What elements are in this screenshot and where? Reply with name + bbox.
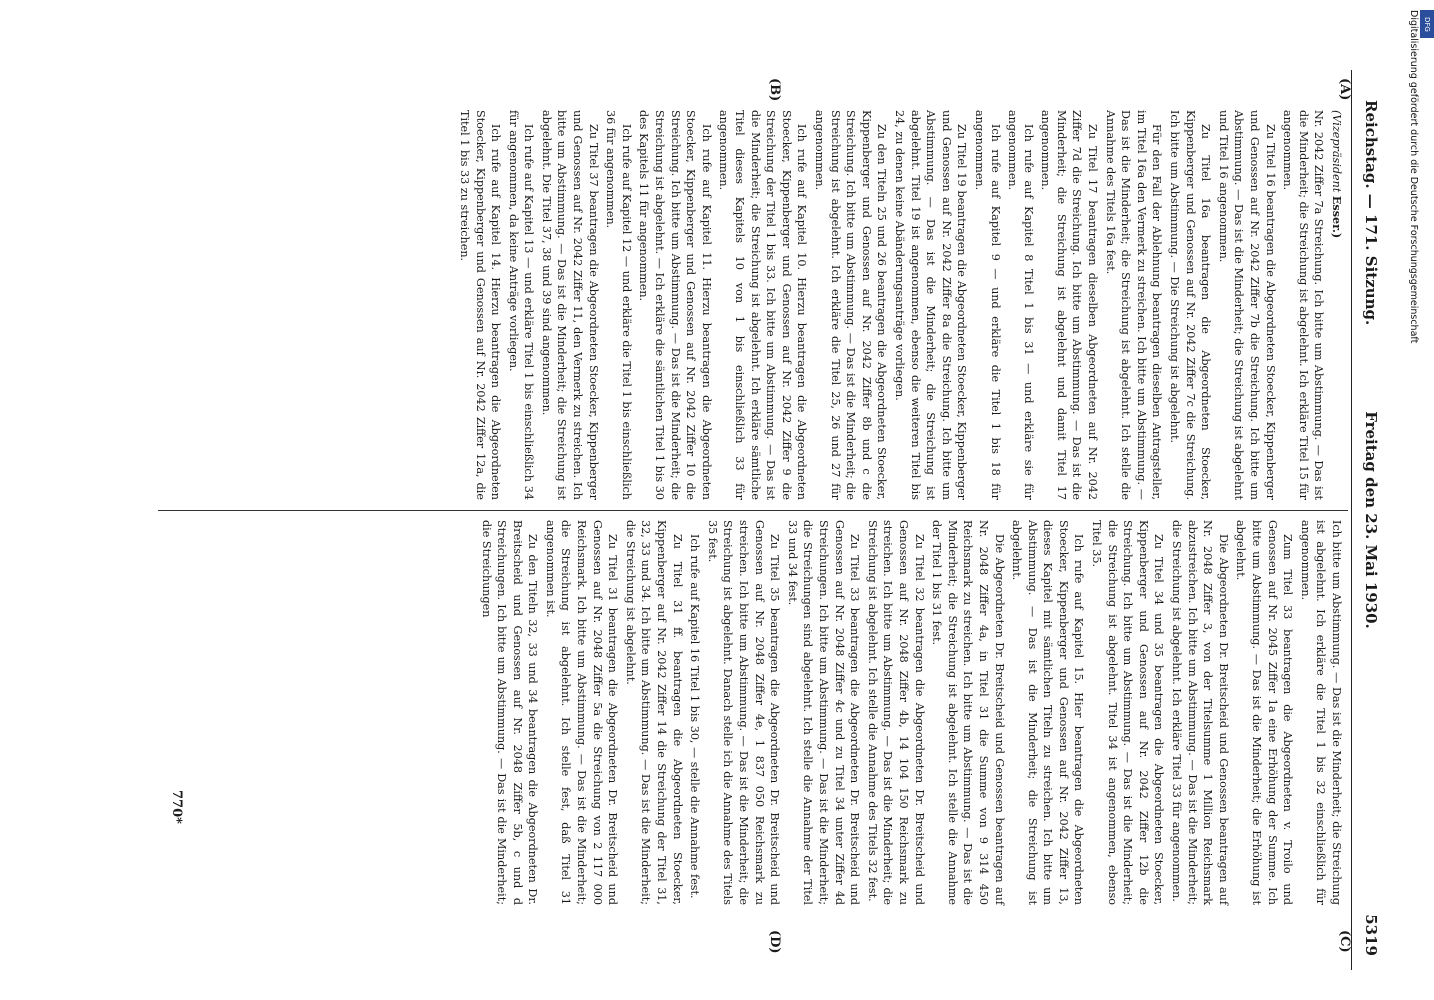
paragraph: Zu Titel 31 beantragen die Abgeordneten Dr. Breitscheid und Genossen auf Nr. 2048 Ziffer 5a die Streichung von 2 117 000 Reichsmark. Ich bitte um Abstimmung. — Das ist die Minderheit; die Streichung ist abgelehnt. Ich stelle fest, daß Titel 31 angenommen ist. xyxy=(543,520,620,905)
speaker-name: Esser.) xyxy=(1330,195,1344,239)
margin-mark-b: (B) xyxy=(767,78,782,102)
paragraph: Zu den Titeln 25 und 26 beantragen die Abgeordneten Stoecker, Kippenberger und Genossen auf Nr. 2042 Ziffer 8b und c die Streichung. Ich bitte um Abstimmung. — Das ist die Minderheit; die Streichung ist abgelehnt. Ich erkläre die Titel 25, 26 und 27 für angenommen. xyxy=(813,110,889,500)
paragraph: Zu Titel 35 beantragen die Abgeordneten Dr. Breitscheid und Genossen auf Nr. 2048 Ziffer 4e, 1 837 050 Reichsmark zu streichen. Ich bitte um Abstimmung. — Das ist die Minderheit; die Streichung ist abgelehnt. Danach stelle ich die Annahme des Titels 35 fest. xyxy=(705,520,782,905)
left-column xyxy=(454,110,1344,500)
paragraph: Zu Titel 16 beantragen die Abgeordneten Stoecker, Kippenberger und Genossen auf Nr. 2042 Ziffer 7b die Streichung. Ich bitte um Abstimmung. — Das ist die Minderheit; die Streichung ist abgelehnt und Titel 16 angenommen. xyxy=(1216,110,1277,500)
paragraph: Zu Titel 34 und 35 beantragen die Abgeordneten Stoecker, Kippenberger und Genossen auf Nr. 2042 Ziffer 12b die Streichung. Ich bitte um Abstimmung. — Das ist die Minderheit; die Streichung ist abgelehnt. Titel 34 ist angenommen, ebenso Titel 35. xyxy=(1090,520,1166,905)
digitization-credit: Digitalisierung gefördert durch die Deutsche Forschungsgemeinschaft xyxy=(1408,10,1419,344)
header-title: Reichstag. — 171. Sitzung. xyxy=(1362,100,1380,326)
paragraph: Ich rufe auf Kapitel 11. Hierzu beantragen die Abgeordneten Stoecker, Kippenberger und Genossen auf Nr. 2042 Ziffer 10 die Streichung. Ich bitte um Abstimmung. — Das ist die Minderheit; die Streichung ist abgelehnt. — Ich erkläre die sämtlichen Titel 1 bis 30 des Kapitels 11 für angenommen. xyxy=(637,110,713,500)
paragraph: Ich bitte um Abstimmung. — Das ist die Minderheit; die Streichung ist abgelehnt. Ich erkläre die Titel 1 bis 32 einschließlich für angenommen. xyxy=(1298,520,1343,905)
column-divider xyxy=(158,510,1348,511)
paragraph: Zu Titel 33 beantragen die Abgeordneten Dr. Breitscheid und Genossen auf Nr. 2048 Ziffer 4c und zu Titel 34 unter Ziffer 4d Streichungen. Ich bitte um Abstimmung. — Das ist die Minderheit; die Streichungen sind abgelehnt. Ich stelle die Annahme der Titel 33 und 34 fest. xyxy=(785,520,862,905)
paragraph: Ich rufe auf Kapitel 9 — und erkläre die Titel 1 bis 18 für angenommen. xyxy=(972,110,1002,500)
page-number: 5319 xyxy=(1362,914,1380,956)
margin-mark-d: (D) xyxy=(767,930,782,954)
speaker-line xyxy=(1328,110,1344,500)
paragraph: Ich rufe auf Kapitel 16 Titel 1 bis 30, — stelle die Annahme fest. xyxy=(688,534,702,899)
scanned-page xyxy=(102,70,1392,970)
speaker-prefix: (Vizepräsident xyxy=(1330,110,1343,193)
paragraph: Zu den Titeln 32, 33 und 34 beantragen die Abgeordneten Dr. Breitscheid und Genossen auf Nr. 2048 Ziffer 5b, c und d Streichungen. Ich bitte um Abstimmung. — Das ist die Minderheit; die Streichungen xyxy=(479,520,540,905)
paragraph: Zu Titel 17 beantragen dieselben Abgeordneten auf Nr. 2042 Ziffer 7d die Streichung. Ich bitte um Abstimmung. — Das ist die Minderheit; die Streichung ist abgelehnt und damit Titel 17 angenommen. xyxy=(1039,110,1100,500)
signature-number: 770* xyxy=(169,790,184,824)
paragraph: Zu Titel 31 ff. beantragen die Abgeordneten Stoecker, Kippenberger auf Nr. 2042 Ziffer 14 die Streichung der Titel 31, 32, 33 und 34. Ich bitte um Abstimmung. — Das ist die Minderheit; die Streichung ist abgelehnt. xyxy=(623,520,684,905)
paragraph: Die Abgeordneten Dr. Breitscheid und Genossen beantragen auf Nr. 2048 Ziffer 3, von der Titelsumme 1 Million Reichsmark abzustreichen. Ich bitte um Abstimmung. — Das ist die Minderheit; die Streichung ist abgelehnt. Ich erkläre Titel 33 für angenommen. xyxy=(1170,520,1230,905)
paragraph: Ich rufe auf Kapitel 15. Hier beantragen die Abgeordneten Stoecker, Kippenberger und Genossen auf Nr. 2042 Ziffer 13, dieses Kapitel mit sämtlichen Titeln zu streichen. Ich bitte um Abstimmung. — Das ist die Minderheit; die Streichung ist abgelehnt. xyxy=(1010,520,1086,905)
header-date: Freitag den 23. Mai 1930. xyxy=(1362,411,1380,629)
paragraph: Zum Titel 33 beantragen die Abgeordneten v. Troilo und Genossen auf Nr. 2045 Ziffer 1a eine Erhöhung der Summe. Ich bitte um Abstimmung. — Das ist die Minderheit; die Erhöhung ist abgelehnt. xyxy=(1234,520,1295,905)
paragraph: Zu Titel 19 beantragen die Abgeordneten Stoecker, Kippenberger und Genossen auf Nr. 2042 Ziffer 8a die Streichung. Ich bitte um Abstimmung. — Das ist die Minderheit; die Streichung ist abgelehnt. Titel 19 ist angenommen, ebenso die weiteren Titel bis 24, zu denen keine Abänderungsanträge vorliegen. xyxy=(892,110,969,500)
paragraph: Ich rufe auf Kapitel 14. Hierzu beantragen die Abgeordneten Stoecker, Kippenberger und Genossen auf Nr. 2042 Ziffer 12a, die Titel 1 bis 33 zu streichen. xyxy=(457,110,503,500)
dfg-logo: DFG xyxy=(1420,10,1434,38)
paragraph: Zu Titel 37 beantragen die Abgeordneten Stoecker, Kippenberger und Genossen auf Nr. 2042 Ziffer 11, den Vermerk zu streichen. Ich bitte um Abstimmung. — Das ist die Minderheit; die Streichung ist abgelehnt. Die Titel 37, 38 und 39 sind angenommen. xyxy=(539,110,600,500)
paragraph: Ich rufe auf Kapitel 12 — und erkläre die Titel 1 bis einschließlich 36 für angenommen. xyxy=(604,110,633,500)
paragraph: Die Abgeordneten Dr. Breitscheid und Genossen beantragen auf Nr. 2048 Ziffer 4a, in Titel 31 die Summe von 9 314 450 Reichsmark zu streichen. Ich bitte um Abstimmung. — Das ist die Minderheit; die Streichung ist abgelehnt. Ich stelle die Annahme der Titel 1 bis 31 fest. xyxy=(930,520,1006,905)
paragraph: Für den Fall der Ablehnung beantragen dieselben Antragsteller, im Titel 16a den Vermerk zu streichen. Ich bitte um Abstimmung. — Das ist die Minderheit; die Streichung ist abgelehnt. Ich stelle die Annahme des Titels 16a fest. xyxy=(1103,110,1164,500)
paragraph: Ich rufe auf Kapitel 10. Hierzu beantragen die Abgeordneten Stoecker, Kippenberger und Genossen auf Nr. 2042 Ziffer 9 die Streichung der Titel 1 bis 33. Ich bitte um Abstimmung. — Das ist die Minderheit; die Streichung ist abgelehnt. Ich erkläre sämtliche Titel dieses Kapitels 10 von 1 bis einschließlich 33 für angenommen. xyxy=(717,110,809,500)
margin-mark-a: (A) xyxy=(1337,78,1352,101)
paragraph: Ich rufe auf Kapitel 8 Titel 1 bis 31 — und erkläre sie für angenommen. xyxy=(1006,110,1035,500)
paragraph: Nr. 2042 Ziffer 7a Streichung. Ich bitte um Abstimmung. — Das ist die Minderheit; die Streichung ist abgelehnt. Ich erkläre Titel 15 für angenommen. xyxy=(1281,110,1326,500)
paragraph: Zu Titel 32 beantragen die Abgeordneten Dr. Breitscheid und Genossen auf Nr. 2048 Ziffer 4b, 14 104 150 Reichsmark zu streichen. Ich bitte um Abstimmung. — Das ist die Minderheit; die Streichung ist abgelehnt. Ich stelle die Annahme des Titels 32 fest. xyxy=(865,520,926,905)
page-header xyxy=(1351,70,1392,970)
margin-mark-c: (C) xyxy=(1337,930,1352,953)
right-column xyxy=(476,520,1344,905)
paragraph: Zu Titel 16a beantragen die Abgeordneten Stoecker, Kippenberger und Genossen auf Nr. 2042 Ziffer 7c die Streichung. Ich bitte um Abstimmung. — Die Streichung ist abgelehnt. xyxy=(1168,110,1213,500)
paragraph: Ich rufe auf Kapitel 13 — und erkläre Titel 1 bis einschließlich 34 für angenommen, da keine Anträge vorliegen. xyxy=(506,110,536,500)
